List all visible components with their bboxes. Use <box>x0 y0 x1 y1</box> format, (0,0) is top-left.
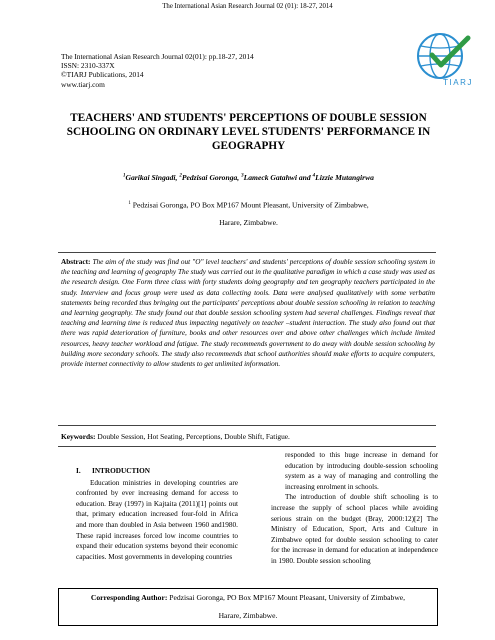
author-superscript: 4 <box>312 173 316 179</box>
issn: ISSN: 2310-337X <box>61 61 115 71</box>
abstract-bottom-rule <box>58 425 436 426</box>
affiliation-line-1 <box>61 195 436 214</box>
author-superscript: 2 <box>179 173 182 179</box>
author-name: Lameck Gatahwi and <box>243 173 311 182</box>
right-column <box>271 450 438 567</box>
affiliation-address: Pedzisai Goronga, PO Box MP167 Mount Pleasant, University of Zimbabwe, <box>132 200 369 210</box>
intro-paragraph: Education ministries in developing countries are confronted by ever increasing demand for access to education. Bray (1997) in Kajtaita (2011)[1] points out that, primary education increased four-fold in Africa and more than doubled in Asia between 1960 and1980. These rapid increases forced low income countries to expand their education systems beyond their economic capacities. Most governments in developing countries <box>76 478 238 561</box>
section-number: I. <box>76 467 81 475</box>
corresponding-line-1 <box>59 589 437 607</box>
affiliation <box>61 195 436 231</box>
corresponding-line-2: Harare, Zimbabwe. <box>218 611 278 620</box>
abstract-text: The aim of the study was find out "O" level teachers' and students' perceptions of double session schooling system in the teaching and learning of geography The study was carried out in the qualitative paradigm in which a case study was used as the research design. One Form three class with forty students doing geography and ten geography teachers participated in the study. Interview and focus group were used as data collecting tools. Data were analysed qualitatively with some verbatim statements being recorded thus bringing out the participants' perceptions about double session schooling in relation to teaching and learning geography. The study found out that double session schooling system had several challenges. Findings reveal that teaching and learning time is reduced thus impacting negatively on teacher –student interaction. The study also found out that there was rapid deterioration of furniture, books and other resources over and above other challenges which include limited resources, heavy teacher workload and fatigue. The study recommends government to do away with double session schooling by building more secondary schools. The study also recommends that school authorities should make efforts to acquire computers, provide internet connectivity to allow students to get unlimited information. <box>61 258 436 369</box>
intro-paragraph-continued: responded to this huge increase in demand for education by introducing double-session schooling system as a way of managing and controlling the increasing enrolment in schools. <box>285 451 438 491</box>
keywords-label: Keywords: <box>61 432 96 441</box>
logo-text: TIARJ <box>443 78 473 87</box>
abstract <box>61 257 435 369</box>
section-title: INTRODUCTION <box>92 467 151 475</box>
website-link[interactable]: www.tiarj.com <box>61 79 105 89</box>
corresponding-label: Corresponding Author: <box>90 593 168 602</box>
section-heading <box>76 466 238 477</box>
keywords-rule <box>58 446 436 447</box>
journal-citation: The International Asian Research Journal 02(01): pp.18-27, 2014 <box>61 52 254 61</box>
intro-paragraph: The introduction of double shift schooling is to increase the supply of school places while avoiding serious strain on the budget (Bray, 2000:12)[2] The Ministry of Education, Sport, Arts and Culture in Zimbabwe opted for double session schooling to cater for the increase in demand for education at independence in 1980. Double session schooling <box>271 493 438 565</box>
globe-checkmark-icon <box>410 29 478 89</box>
paper-title: TEACHERS' AND STUDENTS' PERCEPTIONS OF DOUBLE SESSION SCHOOLING ON ORDINARY LEVEL STUDENTS' PERFORMANCE IN GEOGRAPHY <box>66 112 431 153</box>
author-name: Lizzie Mutangirwa <box>315 173 374 182</box>
affiliation-superscript: 1 <box>128 201 131 206</box>
author-superscript: 3 <box>241 173 244 179</box>
corresponding-author-box <box>58 588 438 626</box>
copyright: ©TIARJ Publications, 2014 <box>61 70 144 80</box>
running-header: The International Asian Research Journal 02 (01): 18-27, 2014 <box>162 3 333 10</box>
author-name: Garikai Singadi, <box>125 173 178 182</box>
abstract-label: Abstract: <box>61 258 91 266</box>
tiarj-logo <box>410 29 478 89</box>
abstract-top-rule <box>58 252 436 253</box>
affiliation-line-2: Harare, Zimbabwe. <box>219 217 278 227</box>
corresponding-address: Pedzisai Goronga, PO Box MP167 Mount Pleasant, University of Zimbabwe, <box>169 593 406 602</box>
author-name: Pedzisai Goronga, <box>181 173 240 182</box>
left-column <box>76 466 238 562</box>
keywords <box>61 432 435 441</box>
publication-info <box>61 52 254 89</box>
keywords-text: Double Session, Hot Seating, Perceptions, Double Shift, Fatigue. <box>97 432 290 441</box>
author-list <box>61 173 436 182</box>
author-superscript: 1 <box>123 173 126 179</box>
